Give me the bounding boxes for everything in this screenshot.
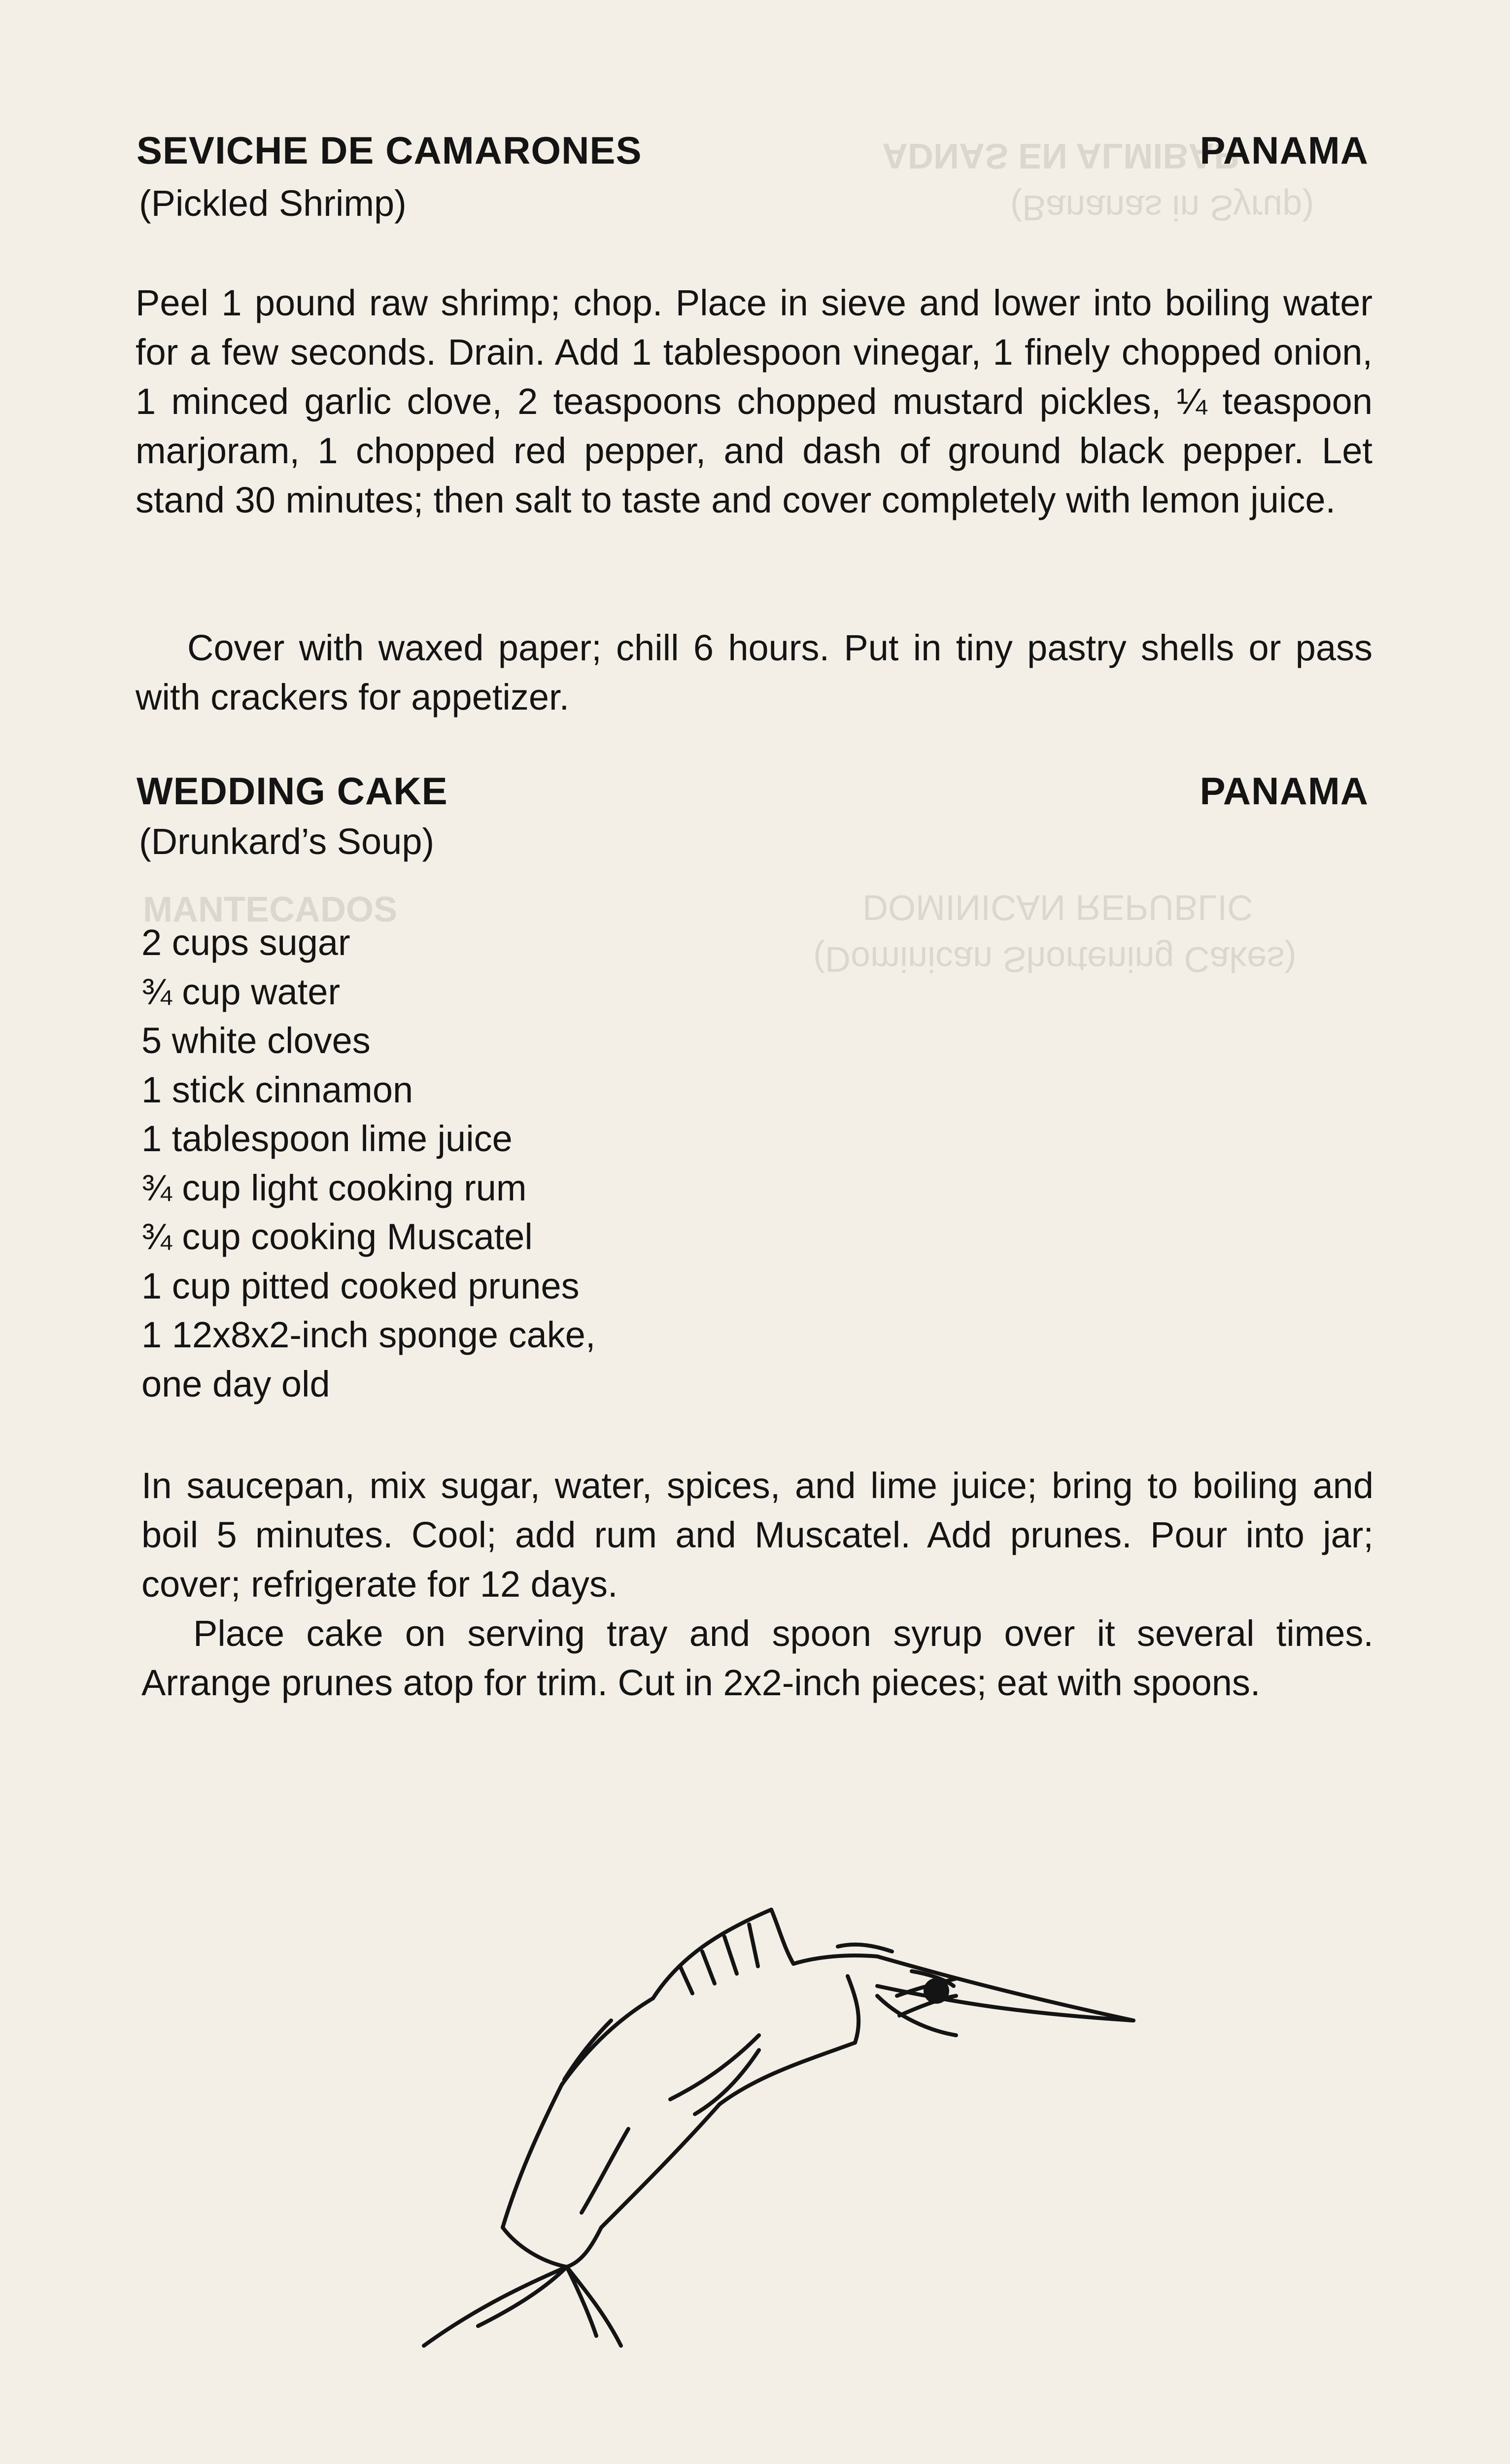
recipe-2-paragraph-1: In saucepan, mix sugar, water, spices, and lime juice; bring to boiling and boil 5 minutes. Cool; add rum and Muscatel. Add prunes. Pour into jar; cover; refrigerate for 12 days. <box>141 1465 1373 1605</box>
bleed-subtitle-2: (Dominican Shortening Cakes) <box>813 939 1297 979</box>
recipe-1-title: SEVICHE DE CAMARONES <box>137 129 642 172</box>
ingredient-item: 1 tablespoon lime juice <box>141 1118 513 1159</box>
bleed-country-2: DOMINICAN REPUBLIC <box>862 888 1253 927</box>
recipe-2-header <box>137 769 1369 814</box>
bleed-heading-1: ADNAS EN ALMIBAR <box>882 136 1240 175</box>
ingredient-item: one day old <box>141 1363 330 1404</box>
bleed-heading-2: MANTECADOS <box>143 890 397 929</box>
ingredient-item: ¾ cup cooking Muscatel <box>141 1216 533 1257</box>
ingredient-item: 2 cups sugar <box>141 922 350 963</box>
recipe-2-country: PANAMA <box>1200 769 1369 813</box>
bleed-subtitle-1: (Bananas in Syrup) <box>1010 188 1314 227</box>
recipe-2-paragraph-2: Place cake on serving tray and spoon syrup over it several times. Arrange prunes atop for trim. Cut in 2x2-inch pieces; eat with spoons. <box>141 1613 1373 1703</box>
recipe-1-paragraph-1: Peel 1 pound raw shrimp; chop. Place in sieve and lower into boiling water for a few seconds. Drain. Add 1 tablespoon vinegar, 1 finely chopped onion, 1 minced garlic clove, 2 teaspoons chopped mustard pickles, ¼ teaspoon marjoram, 1 chopped red pepper, and dash of ground black pepper. Let stand 30 minutes; then salt to taste and cover completely with lemon juice. <box>136 282 1373 520</box>
recipe-1-paragraph-2: Cover with waxed paper; chill 6 hours. Put in tiny pastry shells or pass with crackers for appetizer. <box>136 627 1373 718</box>
recipe-1-country: PANAMA <box>1200 129 1369 172</box>
ingredients-list <box>141 918 596 1408</box>
ingredient-item: 5 white cloves <box>141 1020 371 1061</box>
ingredient-item: ¾ cup light cooking rum <box>141 1167 527 1208</box>
marlin-fish-icon <box>404 1873 1173 2356</box>
ingredient-item: ¾ cup water <box>141 971 341 1012</box>
ingredient-item: 1 stick cinnamon <box>141 1069 413 1110</box>
ingredient-item: 1 cup pitted cooked prunes <box>141 1265 580 1306</box>
recipe-2-title: WEDDING CAKE <box>137 769 448 813</box>
recipe-2-subtitle: (Drunkard’s Soup) <box>139 821 435 862</box>
recipe-1-header <box>137 128 1369 173</box>
ingredient-item: 1 12x8x2-inch sponge cake, <box>141 1314 596 1355</box>
recipe-1-subtitle: (Pickled Shrimp) <box>139 183 407 224</box>
